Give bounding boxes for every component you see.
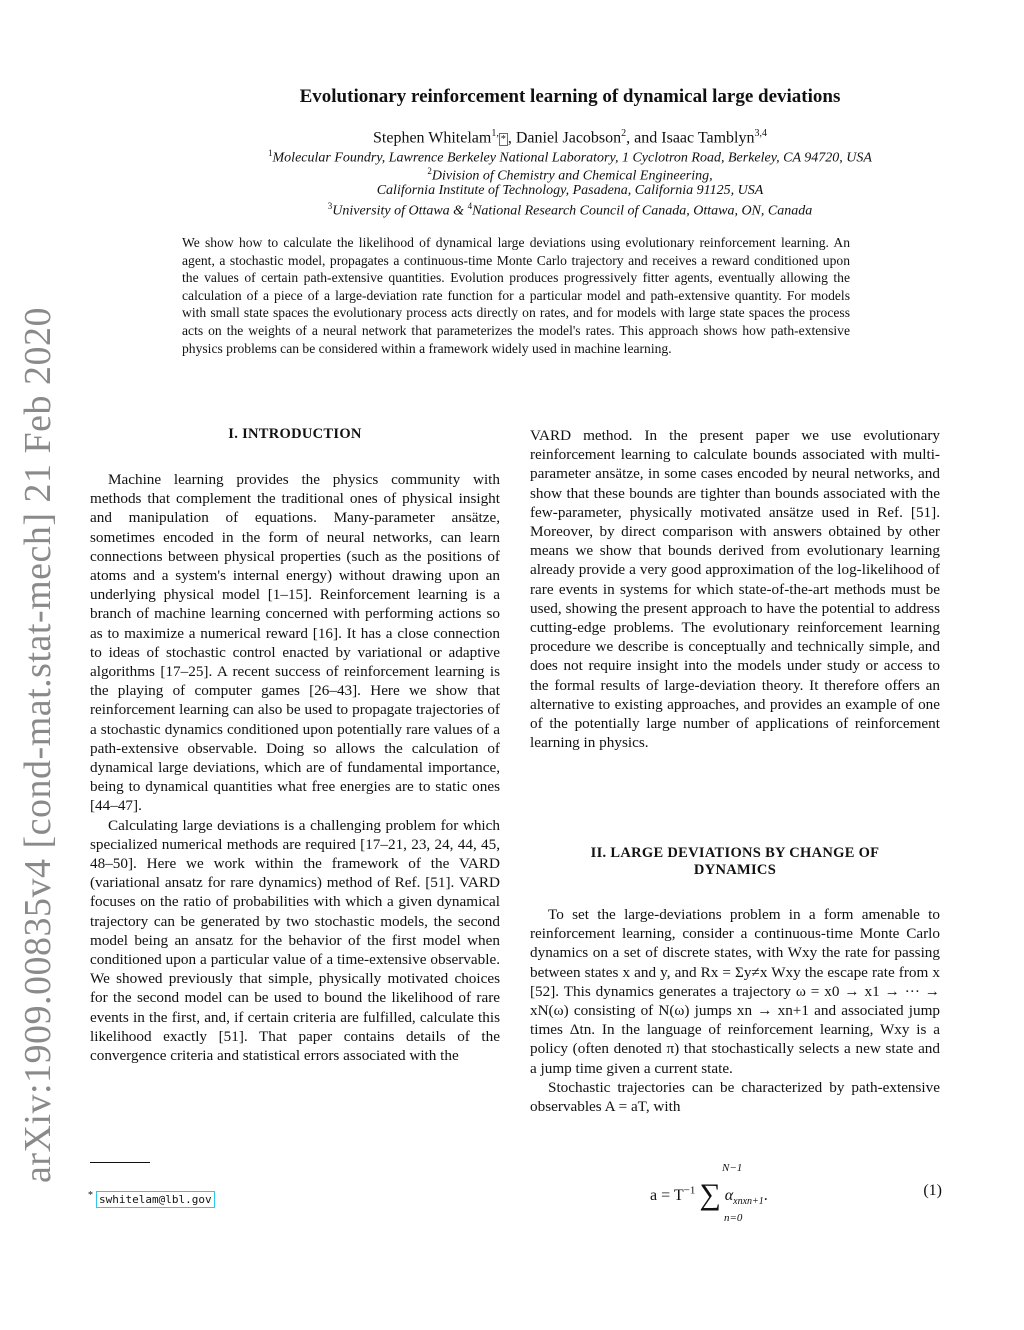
eq-period: . <box>763 1187 768 1204</box>
eq-exponent: −1 <box>683 1184 696 1197</box>
author-whitelam-affil: 1, <box>491 128 499 139</box>
arxiv-sidebar <box>10 80 66 1330</box>
heading-line-2: DYNAMICS <box>693 862 777 878</box>
affiliation-2b <box>140 183 1000 199</box>
author-tamblyn: , and Isaac Tamblyn <box>626 129 755 147</box>
eq-term: α <box>724 1187 734 1204</box>
section2-paragraph-1: To set the large-deviations problem in a form amenable to reinforcement learning, consider a continuous-time Monte Carlo dynamics on a set of discrete states, with Wxy the rate for passing between states x and y, and Rx = Σy≠x Wxy the escape rate from x [52]. This dynamics generates a trajectory ω = x0 → x1 → ··· → xN(ω) consisting of N(ω) jumps xn → xn+1 and associated jump times Δtn. In the language of reinforcement learning, Wxy is a policy (often denoted π) that stochastically selects a new state and a jump time given a current state. <box>530 906 940 1077</box>
email-link[interactable]: swhitelam@lbl.gov <box>96 1191 215 1208</box>
right-paragraph-1: VARD method. In the present paper we use evolutionary reinforcement learning to calculate bounds associated with multi-parameter ansätze, in some cases encoded by neural networks, and show that these bounds are tighter than bounds associated with the few-parameter, physically motivated ansätze used in Ref. [51]. Moreover, by direct comparison with answers obtained by other means we show that bounds derived from evolutionary learning already provide a very good approximation of the log-likelihood of rare events in systems for which state-of-the-art methods must be used, showing the present approach to have the potential to address cutting-edge problems. The evolutionary reinforcement learning procedure we describe is conceptually and technically simple, and does not require insight into the models under study or access to the formal results of large-deviation theory. It therefore offers an alternative to existing approaches, and provides an example of one of the potentially large number of applications of reinforcement learning in physics. <box>530 427 940 752</box>
section-heading-large-deviations <box>530 845 940 879</box>
sum-lower-limit: n=0 <box>724 1212 743 1224</box>
affil-text: National Research Council of Canada, Ottawa, ON, Canada <box>472 203 813 219</box>
sum-upper-limit: N−1 <box>722 1162 743 1174</box>
intro-paragraph-2: Calculating large deviations is a challenging problem for which specialized numerical methods are required [17–21, 23, 24, 44, 45, 48–50]. Here we work within the framework of the VARD (variational ansatz for rare dynamics) method of Ref. [51]. VARD focuses on the ratio of probabilities with which a given dynamical trajectory can be generated by two stochastic models, the second model being an ansatz for the behavior of the first model when conditioned upon a particular value of a time-extensive observable. We showed previously that simple, physically motivated choices for the second model can be used to bound the likelihood of rare events in the first, and, if certain criteria are fulfilled, calculate this likelihood exactly [51]. That paper contains details of the convergence criteria and statistical errors associated with the <box>90 816 500 1065</box>
left-column <box>90 470 500 1065</box>
footnote-divider <box>90 1162 150 1163</box>
equation-body <box>650 1162 768 1224</box>
eq-subscript: xnxn+1 <box>733 1196 764 1208</box>
footnote-link[interactable]: * <box>500 134 506 146</box>
affil-text: California Institute of Technology, Pasadena, California 91125, USA <box>376 183 764 198</box>
affil-marker: 2 <box>427 166 432 176</box>
footnote-marker: * <box>88 1190 93 1201</box>
right-column-top <box>530 426 940 752</box>
section-heading-introduction: I. INTRODUCTION <box>228 426 362 442</box>
sum-symbol: ∑ <box>699 1178 721 1211</box>
author-jacobson: , Daniel Jacobson <box>507 129 622 147</box>
affiliation-3-4 <box>140 201 1000 220</box>
eq-lhs: a = T <box>650 1187 684 1204</box>
abstract: We show how to calculate the likelihood of dynamical large deviations using evolutionary reinforcement learning. An agent, a stochastic model, propagates a continuous-time Monte Carlo trajectory and receives a reward conditioned upon the values of certain path-extensive quantities. Evolution produces progressively fitter agents, eventually allowing the calculation of a piece of a large-deviation rate function for a particular model and path-extensive quantity. For models with small state spaces the evolutionary process acts directly on rates, and for models with large state spaces the process acts on the weights of a neural network that parameterizes the model's rates. This approach shows how path-extensive physics problems can be considered within a framework widely used in machine learning. <box>182 235 850 356</box>
author-whitelam: Stephen Whitelam <box>373 129 492 147</box>
equation-1 <box>530 1160 942 1224</box>
affiliation-2 <box>140 166 1000 185</box>
footnote <box>88 1190 215 1207</box>
heading-line-1: II. LARGE DEVIATIONS BY CHANGE OF <box>590 845 880 861</box>
paper-title: Evolutionary reinforcement learning of dynamical large deviations <box>299 86 841 107</box>
affil-marker: 1 <box>268 148 273 158</box>
arxiv-stamp: arXiv:1909.00835v4 [cond-mat.stat-mech] 21 Feb 2020 <box>17 306 59 1184</box>
right-column-bottom <box>530 905 940 1116</box>
affil-marker: 3 <box>327 201 333 211</box>
author-tamblyn-affil: 3,4 <box>754 128 767 139</box>
affil-text: Division of Chemistry and Chemical Engineering, <box>431 168 713 184</box>
affil-marker: 4 <box>467 201 473 211</box>
affil-text: Molecular Foundry, Lawrence Berkeley National Laboratory, 1 Cyclotron Road, Berkeley, CA 94720, USA <box>272 150 872 166</box>
section2-paragraph-2: Stochastic trajectories can be characterized by path-extensive observables A = aT, with <box>530 1078 940 1116</box>
equation-number: (1) <box>923 1182 942 1199</box>
author-jacobson-affil: 2 <box>621 128 627 139</box>
author-line <box>140 128 1000 147</box>
affiliation-1 <box>140 148 1000 167</box>
affil-text: University of Ottawa & <box>332 203 468 219</box>
intro-paragraph-1: Machine learning provides the physics community with methods that complement the traditional ones of physical insight and manipulation of equations. Many-parameter ansätze, sometimes encoded in the form of neural networks, can learn connections between physical properties (such as the positions of atoms and a system's internal energy) without drawing upon an underlying physical model [1–15]. Reinforcement learning is a branch of machine learning concerned with performing actions so as to maximize a numerical reward [16]. It has a close connection to ideas of stochastic control enacted by variational or adaptive algorithms [17–25]. A recent success of reinforcement learning is the playing of computer games [26–43]. Here we show that reinforcement learning can also be used to propagate trajectories of a stochastic dynamics conditioned upon potentially rare values of a path-extensive observable. Doing so allows the calculation of dynamical large deviations, which are of fundamental importance, being to dynamical quantities what free energies are to static ones [44–47]. <box>90 471 500 815</box>
